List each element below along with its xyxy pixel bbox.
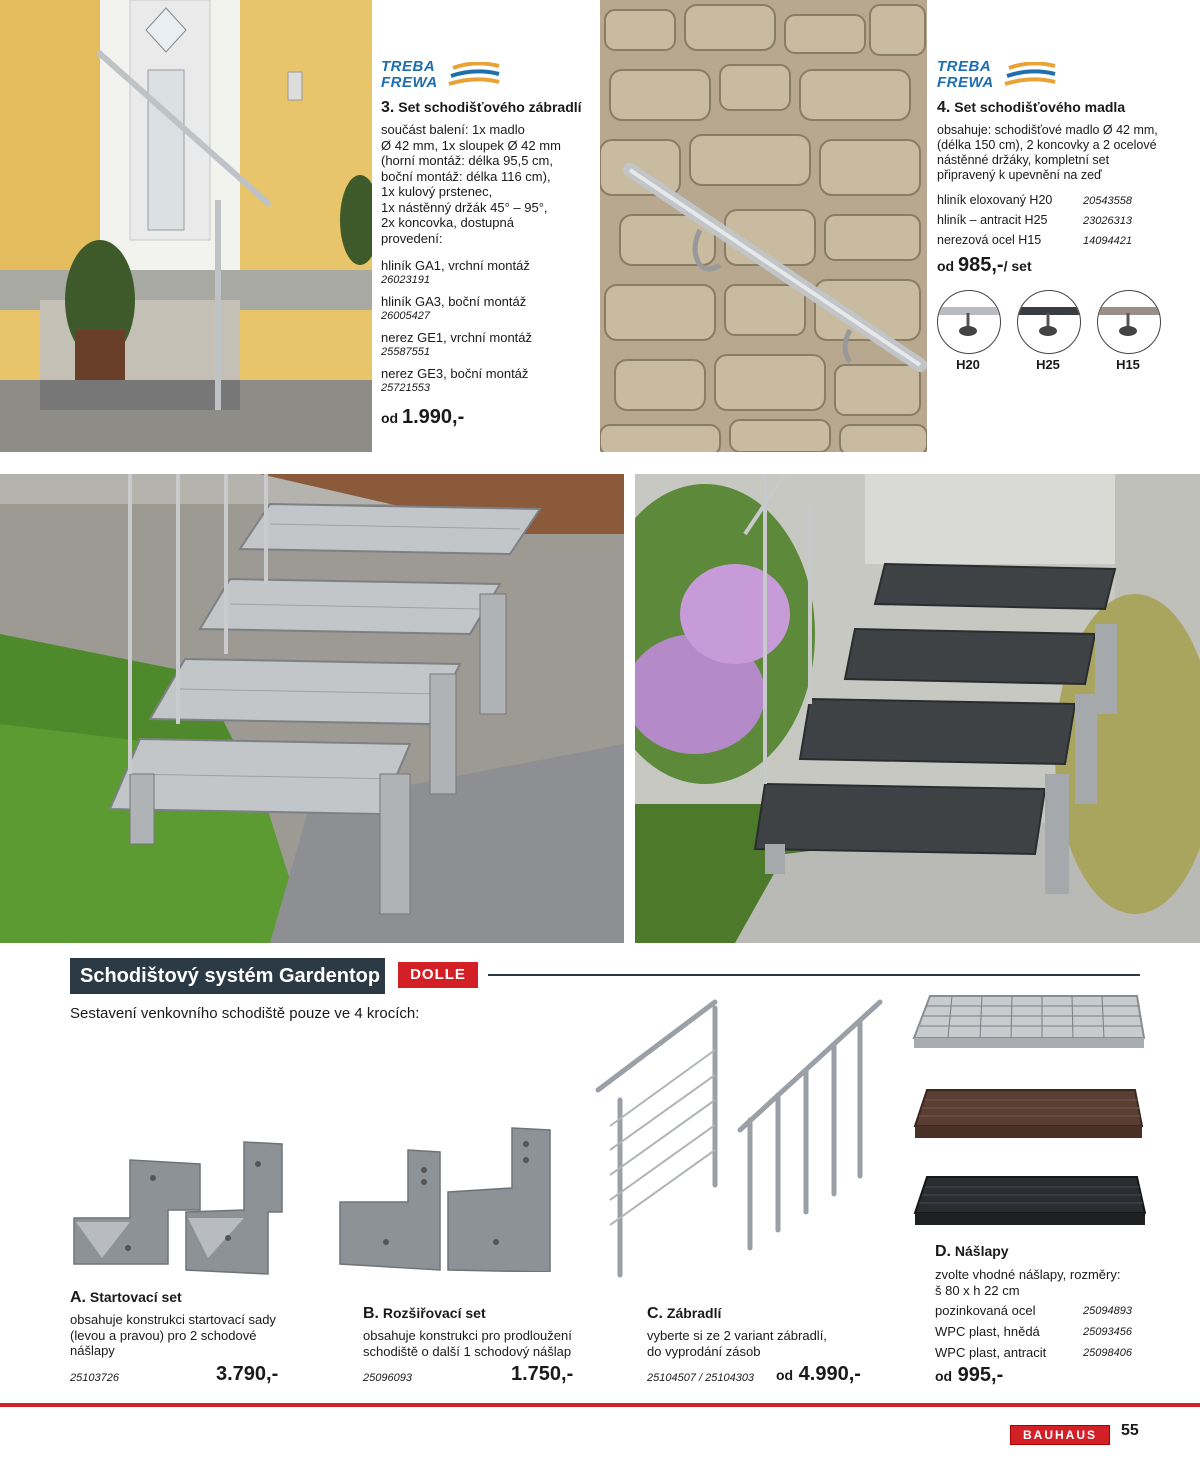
product-3-title: 3. Set schodišťového zábradlí <box>381 99 582 116</box>
swatch-label: H20 <box>956 357 980 372</box>
treba-frewa-logo: TREBA FREWA <box>381 58 511 98</box>
section-title: Schodištový systém Gardentop <box>70 958 385 994</box>
product-4-variant: hliník – antracit H25 <box>937 213 1048 227</box>
swatch-h20 <box>937 290 1001 354</box>
item-d-description: zvolte vhodné nášlapy, rozměry: š 80 x h 22 cm <box>935 1267 1121 1298</box>
swatch-h25 <box>1017 290 1081 354</box>
section-divider <box>488 974 1140 976</box>
product-3-price: od 1.990,- <box>381 406 465 428</box>
treba-frewa-logo: TREBA FREWA <box>937 58 1067 98</box>
product-4-variant-code: 20543558 <box>1083 195 1132 207</box>
item-a-title: A. Startovací set <box>70 1289 182 1306</box>
variant-name: nerez GE1, vrchní montáž <box>381 330 533 345</box>
footer-rule <box>0 1403 1200 1407</box>
product-3-description: součást balení: 1x madlo Ø 42 mm, 1x sloupek Ø 42 mm (horní montáž: délka 95,5 cm, boční montáž: délka 116 cm), 1x kulový prstenec, 1x nástěnný držák 45° – 95°, 2x koncovka, dostupná provedení: <box>381 122 561 246</box>
extension-set-image <box>336 1122 556 1272</box>
tread-wpc-anthracite-image <box>913 1175 1146 1227</box>
product-3-variants <box>381 259 591 395</box>
swatch-label: H25 <box>1036 357 1060 372</box>
item-b-price: 1.750,- <box>511 1363 574 1385</box>
item-d-price: od 995,- <box>935 1364 1004 1386</box>
product-4-variant-code: 14094421 <box>1083 235 1132 247</box>
photo-galvanized-stairs <box>0 474 624 943</box>
variant-name: nerez GE3, boční montáž <box>381 366 529 381</box>
section-subtitle: Sestavení venkovního schodiště pouze ve 4 krocích: <box>70 1005 420 1022</box>
photo-entrance-railing <box>0 0 372 452</box>
variant-name: hliník GA1, vrchní montáž <box>381 258 530 273</box>
product-4-variant-code: 23026313 <box>1083 215 1132 227</box>
product-4-variant: nerezová ocel H15 <box>937 233 1042 247</box>
swatch-h15 <box>1097 290 1161 354</box>
item-d-variant-code: 25093456 <box>1083 1326 1132 1338</box>
item-b-code: 25096093 <box>363 1372 412 1384</box>
item-b-description: obsahuje konstrukci pro prodloužení schodiště o další 1 schodový nášlap <box>363 1328 572 1359</box>
variant-code: 26005427 <box>381 310 430 322</box>
swatch-label: H15 <box>1116 357 1140 372</box>
item-c-code: 25104507 / 25104303 <box>647 1372 755 1384</box>
item-a-description: obsahuje konstrukci startovací sady (levou a pravou) pro 2 schodové nášlapy <box>70 1312 276 1358</box>
item-c-title: C. Zábradlí <box>647 1305 722 1322</box>
railing-image <box>590 990 890 1285</box>
item-a-code: 25103726 <box>70 1372 119 1384</box>
item-c-description: vyberte si ze 2 variant zábradlí, do vyprodání zásob <box>647 1328 827 1359</box>
item-d-variant-code: 25094893 <box>1083 1305 1132 1317</box>
item-d-title: D. Nášlapy <box>935 1243 1009 1260</box>
product-4-variant: hliník eloxovaný H20 <box>937 193 1053 207</box>
photo-wpc-stairs <box>635 474 1200 943</box>
variant-code: 25721553 <box>381 382 430 394</box>
page-number: 55 <box>1121 1422 1139 1439</box>
product-4-description: obsahuje: schodišťové madlo Ø 42 mm, (délka 150 cm), 2 koncovky a 2 ocelové nástěnné držáky, kompletní set připravený k upevnění na zeď <box>937 123 1158 182</box>
dolle-logo: DOLLE <box>398 962 478 988</box>
item-d-variant: pozinkovaná ocel <box>935 1303 1036 1318</box>
starter-set-image <box>68 1138 288 1278</box>
bauhaus-logo: BAUHAUS <box>1010 1425 1110 1445</box>
item-a-price: 3.790,- <box>216 1363 279 1385</box>
item-d-variant-code: 25098406 <box>1083 1347 1132 1359</box>
item-b-title: B. Rozšiřovací set <box>363 1305 486 1322</box>
item-c-price: od 4.990,- <box>776 1363 861 1385</box>
variant-code: 25587551 <box>381 346 430 358</box>
product-4-price: od 985,-/ set <box>937 254 1032 276</box>
tread-galvanized-image <box>912 994 1145 1050</box>
tread-wpc-brown-image <box>913 1088 1143 1140</box>
variant-name: hliník GA3, boční montáž <box>381 294 527 309</box>
item-d-variant: WPC plast, hnědá <box>935 1324 1040 1339</box>
item-d-variant: WPC plast, antracit <box>935 1345 1047 1360</box>
photo-wall-handrail <box>600 0 927 452</box>
variant-code: 26023191 <box>381 274 430 286</box>
product-4-title: 4. Set schodišťového madla <box>937 99 1126 116</box>
